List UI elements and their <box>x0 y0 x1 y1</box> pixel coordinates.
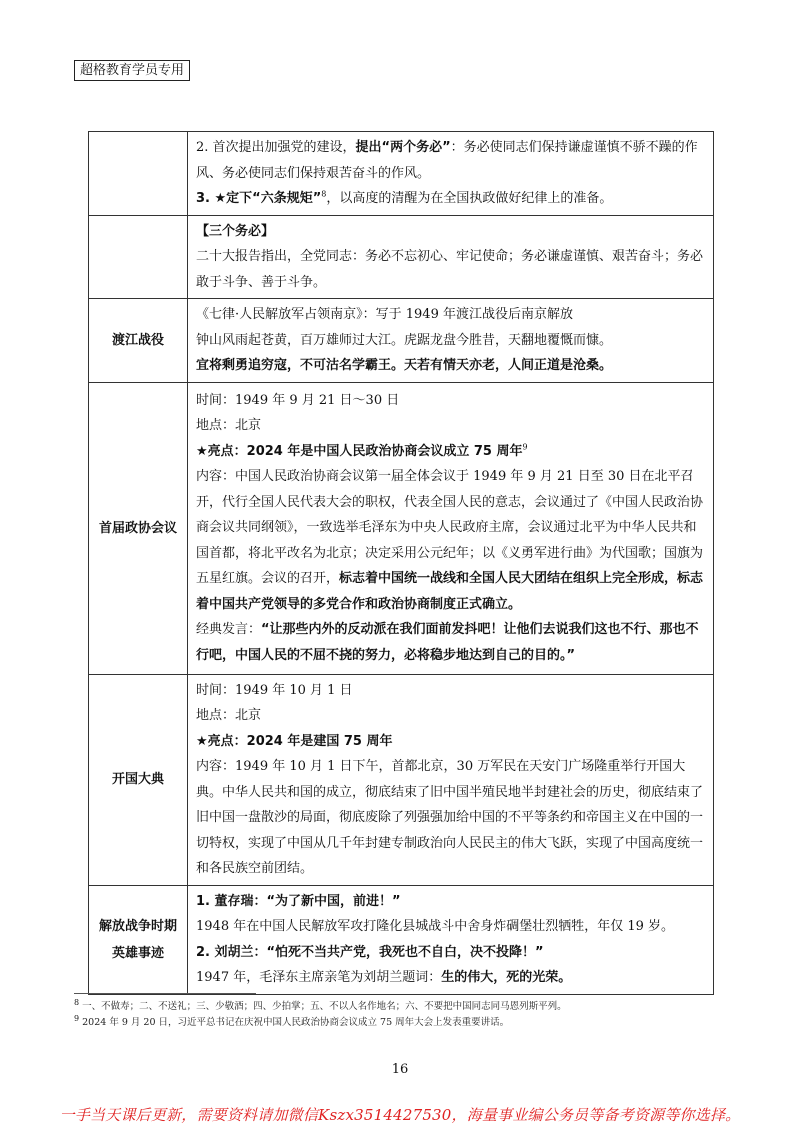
content-cell <box>188 215 714 299</box>
topic-cell: 开国大典 <box>89 674 188 885</box>
content-cell <box>188 885 714 994</box>
place-text: 地点：北京 <box>196 418 262 434</box>
page-number: 16 <box>391 1062 409 1077</box>
footnotes <box>74 999 734 1031</box>
speech-text: 经典发言：“让那些内外的反动派在我们面前发抖吧！让他们去说我们这也不行、那也不行吧，中国人民的不屈不挠的努力，必将稳步地达到自己的目的。” <box>196 622 699 663</box>
section-title: 【三个务必】 <box>196 223 275 239</box>
hero-heading: 1. 董存瑞：“为了新中国，前进！” <box>196 893 401 909</box>
footnote-divider <box>74 993 256 994</box>
hero-heading: 2. 刘胡兰：“怕死不当共产党，我死也不自白，决不投降！” <box>196 944 544 960</box>
time-text: 时间：1949 年 9 月 21 日～30 日 <box>196 392 400 408</box>
hero-text: 1948 年在中国人民解放军攻打隆化县城战斗中舍身炸碉堡壮烈牺牲，年仅 19 岁。 <box>196 919 675 934</box>
promo-banner: 一手当天课后更新，需要资料请加微信Kszx3514427530，海量事业编公务员等备考资源等你选择。 <box>59 1106 741 1124</box>
table-row <box>89 132 714 216</box>
content-cell <box>188 674 714 885</box>
table-row <box>89 299 714 383</box>
table-row <box>89 885 714 994</box>
content-cell <box>188 382 714 674</box>
history-table <box>88 131 714 995</box>
time-text: 时间：1949 年 10 月 1 日 <box>196 682 353 698</box>
topic-cell: 解放战争时期 英雄事迹 <box>89 885 188 994</box>
topic-cell: 渡江战役 <box>89 299 188 383</box>
footnote-8: $^8$ 一、不做寿；二、不送礼；三、少敬酒；四、少拍掌；五、不以人名作地名；六、不要把中国同志同马恩列斯平列。 <box>74 997 567 1012</box>
topic-cell: 首届政协会议 <box>89 382 188 674</box>
hero-text: 1947 年，毛泽东主席亲笔为刘胡兰题词：生的伟大，死的光荣。 <box>196 970 572 985</box>
poem-line: 钟山风雨起苍黄，百万雄师过大江。虎踞龙盘今胜昔，天翻地覆慨而慷。 <box>196 332 613 348</box>
topic-cell-empty <box>89 132 188 216</box>
footnote-9: $^9$ 2024 年 9 月 20 日，习近平总书记在庆祝中国人民政治协商会议成立 75 周年大会上发表重要讲话。 <box>74 1013 510 1028</box>
highlight: ★亮点：2024 年是建国 75 周年 <box>196 733 393 749</box>
table-row <box>89 382 714 674</box>
poem-title: 《七律·人民解放军占领南京》：写于 1949 年渡江战役后南京解放 <box>196 307 573 322</box>
table-row <box>89 674 714 885</box>
section-text: 二十大报告指出，全党同志：务必不忘初心、牢记使命；务必谦虚谨慎、艰苦奋斗；务必敢于斗争、善于斗争。 <box>196 249 704 290</box>
content-cell <box>188 132 714 216</box>
content-cell <box>188 299 714 383</box>
poem-line-bold: 宜将剩勇追穷寇，不可沽名学霸王。天若有情天亦老，人间正道是沧桑。 <box>196 358 613 373</box>
content-text: 内容：中国人民政治协商会议第一届全体会议于 1949 年 9 月 21 日至 30 日在北平召开，代行全国人民代表大会的职权，代表全国人民的意志，会议通过了《中国人民政治协商会议共同纲领》，一致选举毛泽东为中央人民政府主席，会议通过北平为中华人民共和国首都，将北平改名为北京；决定采用公元纪年；以《义勇军进行曲》为代国歌；国旗为五星红旗。会议的召开，标志着中国统一战线和全国人民大团结在组织上完全形成，标志着中国共产党领导的多党合作和政治协商制度正式确立。 <box>196 469 704 612</box>
table-row <box>89 215 714 299</box>
topic-cell-empty <box>89 215 188 299</box>
footnote-ref: 9 <box>522 442 528 452</box>
place-text: 地点：北京 <box>196 708 262 723</box>
point-2: 2. 首次提出加强党的建设，提出“两个务必”：务必使同志们保持谦虚谨慎不骄不躁的作风、务必使同志们保持艰苦奋斗的作风。 <box>196 140 698 181</box>
highlight: ★亮点：2024 年是中国人民政治协商会议成立 75 周年$^9$ <box>196 442 528 459</box>
header-label: 超格教育学员专用 <box>74 60 190 81</box>
footnote-ref: 8 <box>321 189 327 199</box>
point-3: 3. ★定下“六条规矩”$^8$，以高度的清醒为在全国执政做好纪律上的准备。 <box>196 189 613 206</box>
content-text: 内容：1949 年 10 月 1 日下午，首都北京，30 万军民在天安门广场隆重举行开国大典。中华人民共和国的成立，彻底结束了旧中国半殖民地半封建社会的历史，彻底结束了旧中国一盘散沙的局面，彻底废除了列强强加给中国的不平等条约和帝国主义在中国的一切特权，实现了中国从几千年封建专制政治向人民民主的伟大飞跃，实现了中国高度统一和各民族空前团结。 <box>196 759 704 876</box>
